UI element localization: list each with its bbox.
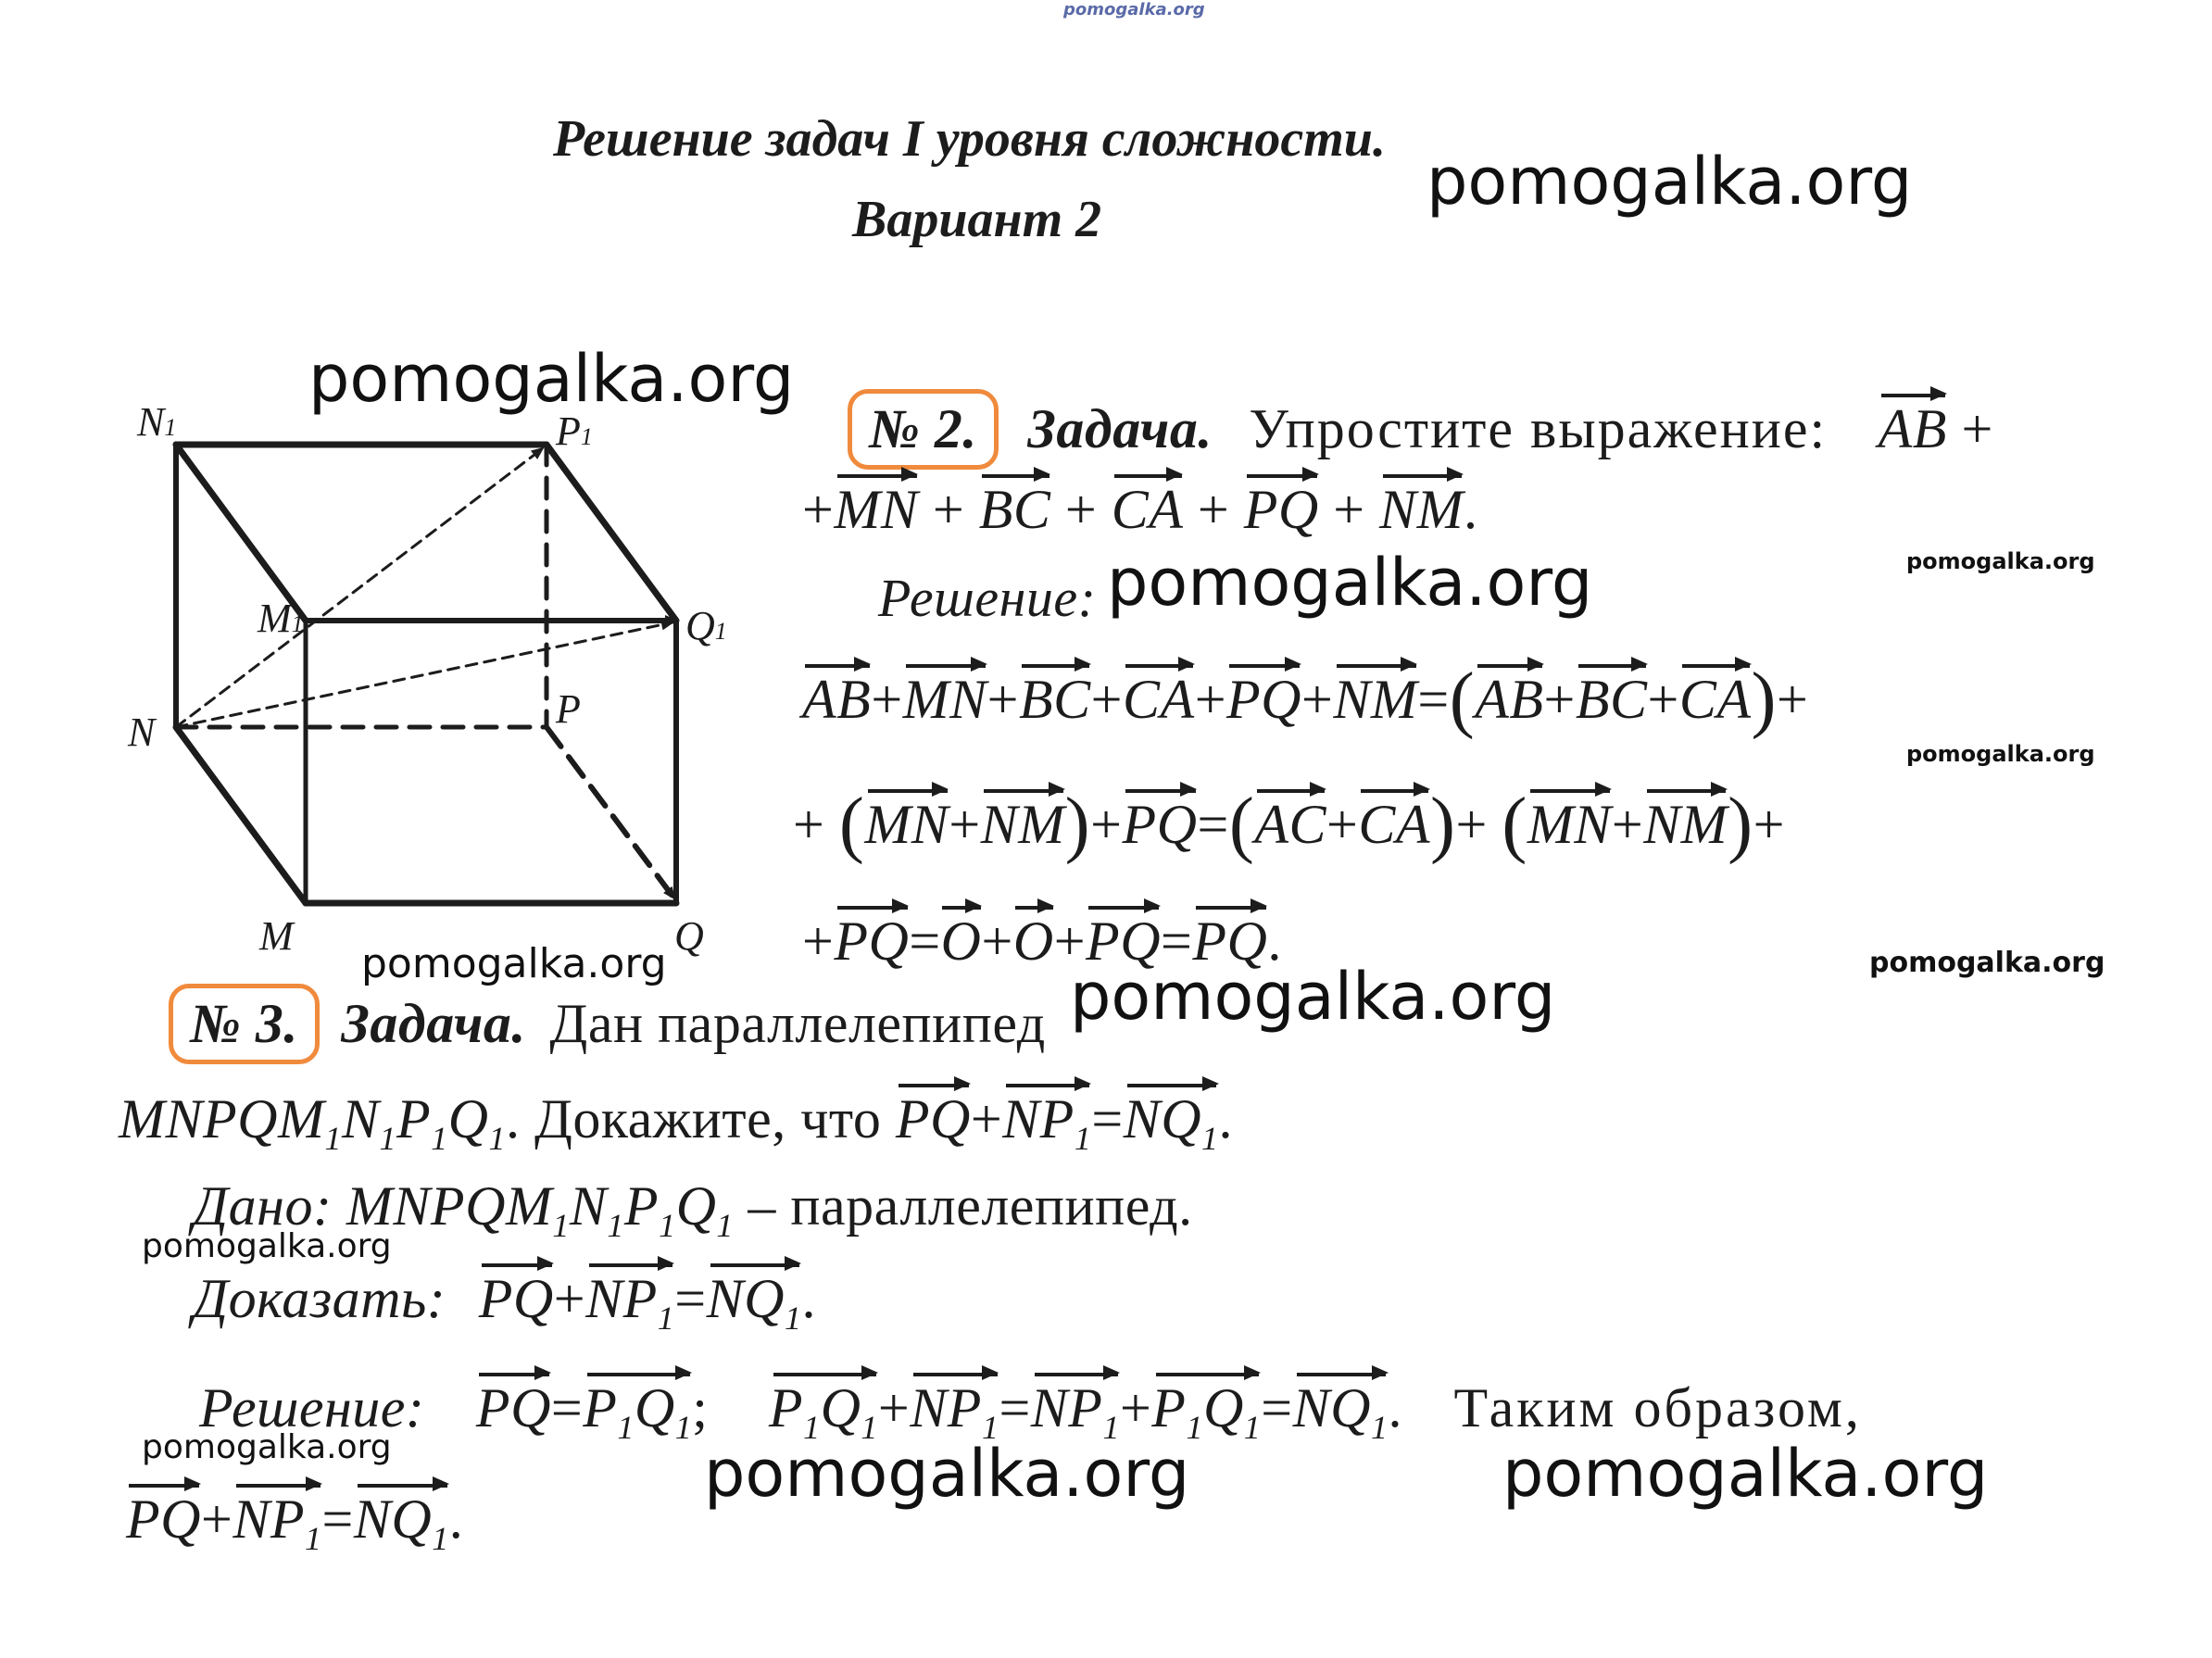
task3-given-label: Дано:	[193, 1175, 333, 1237]
watermark-top: pomogalka.org	[1063, 0, 1205, 19]
vec-ac: AC	[1254, 787, 1326, 857]
vec-mn: MN	[834, 472, 918, 542]
vec-mn: MN	[864, 787, 949, 857]
op: +	[1194, 669, 1227, 730]
title-line-1: Решение задач I уровня сложности.	[553, 110, 1386, 168]
edge-p1-q1	[547, 445, 676, 621]
vec-pq: PQ	[1086, 904, 1161, 973]
op: +	[1647, 669, 1679, 730]
vec-o: O	[941, 904, 982, 973]
edge-n-m	[176, 727, 306, 903]
vec-pq: PQ	[479, 1262, 554, 1331]
vec-nq1: $NQ_1$	[1124, 1082, 1219, 1158]
op: +	[1753, 794, 1785, 855]
label-m: M	[259, 913, 294, 959]
watermark-figure-bottom: pomogalka.org	[361, 940, 667, 987]
paren: (	[1502, 782, 1527, 865]
op: +	[802, 911, 835, 972]
task3-badge: № 3.	[169, 984, 320, 1064]
task3-final-line	[126, 1482, 463, 1558]
vec-nq1: $NQ_1$	[1293, 1371, 1389, 1447]
op: +	[1961, 398, 1993, 459]
op: +	[1333, 479, 1365, 540]
op: .	[801, 1268, 816, 1329]
vec-ab: AB	[1879, 392, 1947, 461]
task2-heading: Задача.	[1027, 398, 1213, 459]
task2-solution-label: Решение:	[878, 568, 1097, 628]
watermark-solution-mid: pomogalka.org	[1107, 545, 1593, 621]
task3-prove-line	[193, 1262, 816, 1338]
paren: (	[838, 782, 865, 865]
vec-ab: AB	[802, 662, 871, 732]
vec-pq: PQ	[1226, 662, 1301, 732]
vector-n-q1	[176, 622, 672, 727]
vec-pq: PQ	[476, 1371, 551, 1440]
label-n: N	[128, 710, 156, 755]
op: +	[1197, 479, 1230, 540]
task3-statement-line	[119, 1082, 1233, 1158]
vec-pq: PQ	[1244, 472, 1319, 542]
vec-nm: NM	[1333, 662, 1417, 732]
vec-mn: MN	[1527, 787, 1612, 857]
op: =	[550, 1377, 584, 1438]
op: +	[877, 1377, 911, 1438]
vec-np1: $NP_1$	[585, 1262, 674, 1338]
op: +	[1119, 1377, 1152, 1438]
task3-given-suffix: – параллелепипед.	[748, 1175, 1193, 1237]
vec-bc: BC	[979, 472, 1051, 542]
watermark-right-small-3: pomogalka.org	[1869, 947, 2105, 979]
label-p: P	[556, 686, 581, 732]
op: +	[793, 794, 825, 855]
op: =	[321, 1488, 354, 1550]
op: .	[1464, 479, 1478, 540]
vec-ca: CA	[1358, 787, 1430, 857]
paren: )	[1064, 782, 1091, 865]
vec-p1q1: $P_1Q_1$	[583, 1371, 692, 1447]
watermark-left-small-2: pomogalka.org	[142, 1428, 392, 1466]
task3-given-line	[193, 1174, 1193, 1245]
label-q: Q	[674, 913, 704, 959]
op: +	[1543, 669, 1576, 730]
task3-heading-line	[169, 984, 1046, 1064]
watermark-task3-mid: pomogalka.org	[1070, 959, 1556, 1035]
shape-name: $MNPQM_1N_1P_1Q_1$	[119, 1088, 506, 1157]
op: =	[1197, 794, 1229, 855]
paren: )	[1430, 782, 1456, 865]
op: .	[1388, 1377, 1402, 1438]
vec-o: O	[1013, 904, 1054, 973]
watermark-right-small-2: pomogalka.org	[1906, 741, 2095, 767]
task2-heading-line	[848, 389, 1993, 470]
watermark-left-small-1: pomogalka.org	[142, 1227, 392, 1265]
op: +	[970, 1088, 1003, 1149]
op: +	[987, 669, 1019, 730]
op: +	[1455, 794, 1488, 855]
op: =	[1417, 669, 1450, 730]
task3-conclusion: Таким образом,	[1453, 1377, 1862, 1438]
vec-np1: $NP_1$	[1002, 1082, 1091, 1158]
op: +	[802, 479, 835, 540]
task3-solution-label: Решение:	[199, 1377, 425, 1438]
vec-nq1: $NQ_1$	[707, 1262, 802, 1338]
vec-np1: $NP_1$	[1031, 1371, 1120, 1447]
op: +	[200, 1488, 233, 1550]
vector-p-q	[547, 727, 674, 898]
vec-mn: MN	[903, 662, 987, 732]
watermark-right-small-1: pomogalka.org	[1906, 548, 2095, 574]
op: .	[1267, 911, 1282, 972]
vec-nm: NM	[1379, 472, 1464, 542]
op: =	[1091, 1088, 1124, 1149]
op: +	[981, 911, 1013, 972]
op: =	[1161, 911, 1193, 972]
task2-solution-line-3	[802, 904, 1282, 973]
vec-np1: $NP_1$	[910, 1371, 999, 1447]
watermark-title-right: pomogalka.org	[1426, 144, 1913, 220]
op: =	[674, 1268, 707, 1329]
op: ;	[692, 1377, 709, 1438]
watermark-figure-top: pomogalka.org	[308, 341, 795, 417]
vec-np1: $NP_1$	[233, 1482, 321, 1558]
op: +	[1090, 794, 1123, 855]
paren: )	[1728, 782, 1753, 865]
vec-pq: PQ	[1123, 787, 1198, 857]
task2-solution-line-1	[802, 656, 1808, 742]
op: =	[1261, 1377, 1293, 1438]
op: +	[1301, 669, 1334, 730]
op: +	[1090, 669, 1124, 730]
op: +	[949, 794, 981, 855]
edge-n1-m1	[176, 445, 306, 621]
task2-expression-line	[802, 472, 1478, 542]
vec-bc: BC	[1576, 662, 1648, 732]
op: +	[1777, 669, 1809, 730]
paren: (	[1228, 782, 1255, 865]
vec-nq1: $NQ_1$	[354, 1482, 449, 1558]
vec-ca: CA	[1112, 472, 1184, 542]
vec-ca: CA	[1123, 662, 1195, 732]
task3-text: Дан параллелепипед	[549, 993, 1046, 1054]
task2-solution-line-2	[793, 781, 1785, 867]
op: =	[999, 1377, 1031, 1438]
op: =	[909, 911, 941, 972]
task3-heading: Задача.	[341, 993, 526, 1054]
vec-pq: PQ	[1192, 904, 1267, 973]
vec-nm: NM	[981, 787, 1065, 857]
label-n1: N1	[137, 399, 177, 445]
paren: (	[1449, 657, 1476, 740]
op: +	[1326, 794, 1359, 855]
task3-prove-text: . Докажите, что	[506, 1088, 882, 1149]
vec-ab: AB	[1475, 662, 1543, 732]
op: +	[1611, 794, 1644, 855]
op: +	[871, 669, 903, 730]
watermark-bottom-right: pomogalka.org	[1502, 1436, 1989, 1512]
task2-text: Упростите выражение:	[1249, 398, 1828, 459]
vec-pq: PQ	[834, 904, 909, 973]
op: +	[1053, 911, 1087, 972]
op: +	[1064, 479, 1098, 540]
vec-p1q1: $P_1Q_1$	[769, 1371, 878, 1447]
op: .	[448, 1488, 464, 1550]
vec-pq: PQ	[896, 1082, 971, 1151]
task3-prove-label: Доказать:	[193, 1268, 446, 1329]
task2-badge: № 2.	[848, 389, 999, 470]
vec-nm: NM	[1643, 787, 1728, 857]
op: .	[1218, 1088, 1234, 1149]
title-line-2: Вариант 2	[852, 191, 1102, 248]
paren: )	[1751, 657, 1778, 740]
task3-solution-line	[199, 1371, 1862, 1447]
label-p1: P1	[556, 408, 593, 454]
label-m1: M1	[258, 596, 304, 641]
vec-ca: CA	[1679, 662, 1752, 732]
vec-pq: PQ	[126, 1482, 201, 1551]
vec-p1q1: $P_1Q_1$	[1151, 1371, 1261, 1447]
vector-n-p1	[176, 448, 543, 727]
op: +	[932, 479, 965, 540]
parallelepiped-figure	[120, 389, 750, 963]
op: +	[553, 1268, 586, 1329]
vec-bc: BC	[1019, 662, 1091, 732]
label-q1: Q1	[685, 603, 727, 648]
watermark-bottom-mid: pomogalka.org	[704, 1436, 1190, 1512]
shape-name: $MNPQM_1N_1P_1Q_1$	[346, 1175, 734, 1244]
